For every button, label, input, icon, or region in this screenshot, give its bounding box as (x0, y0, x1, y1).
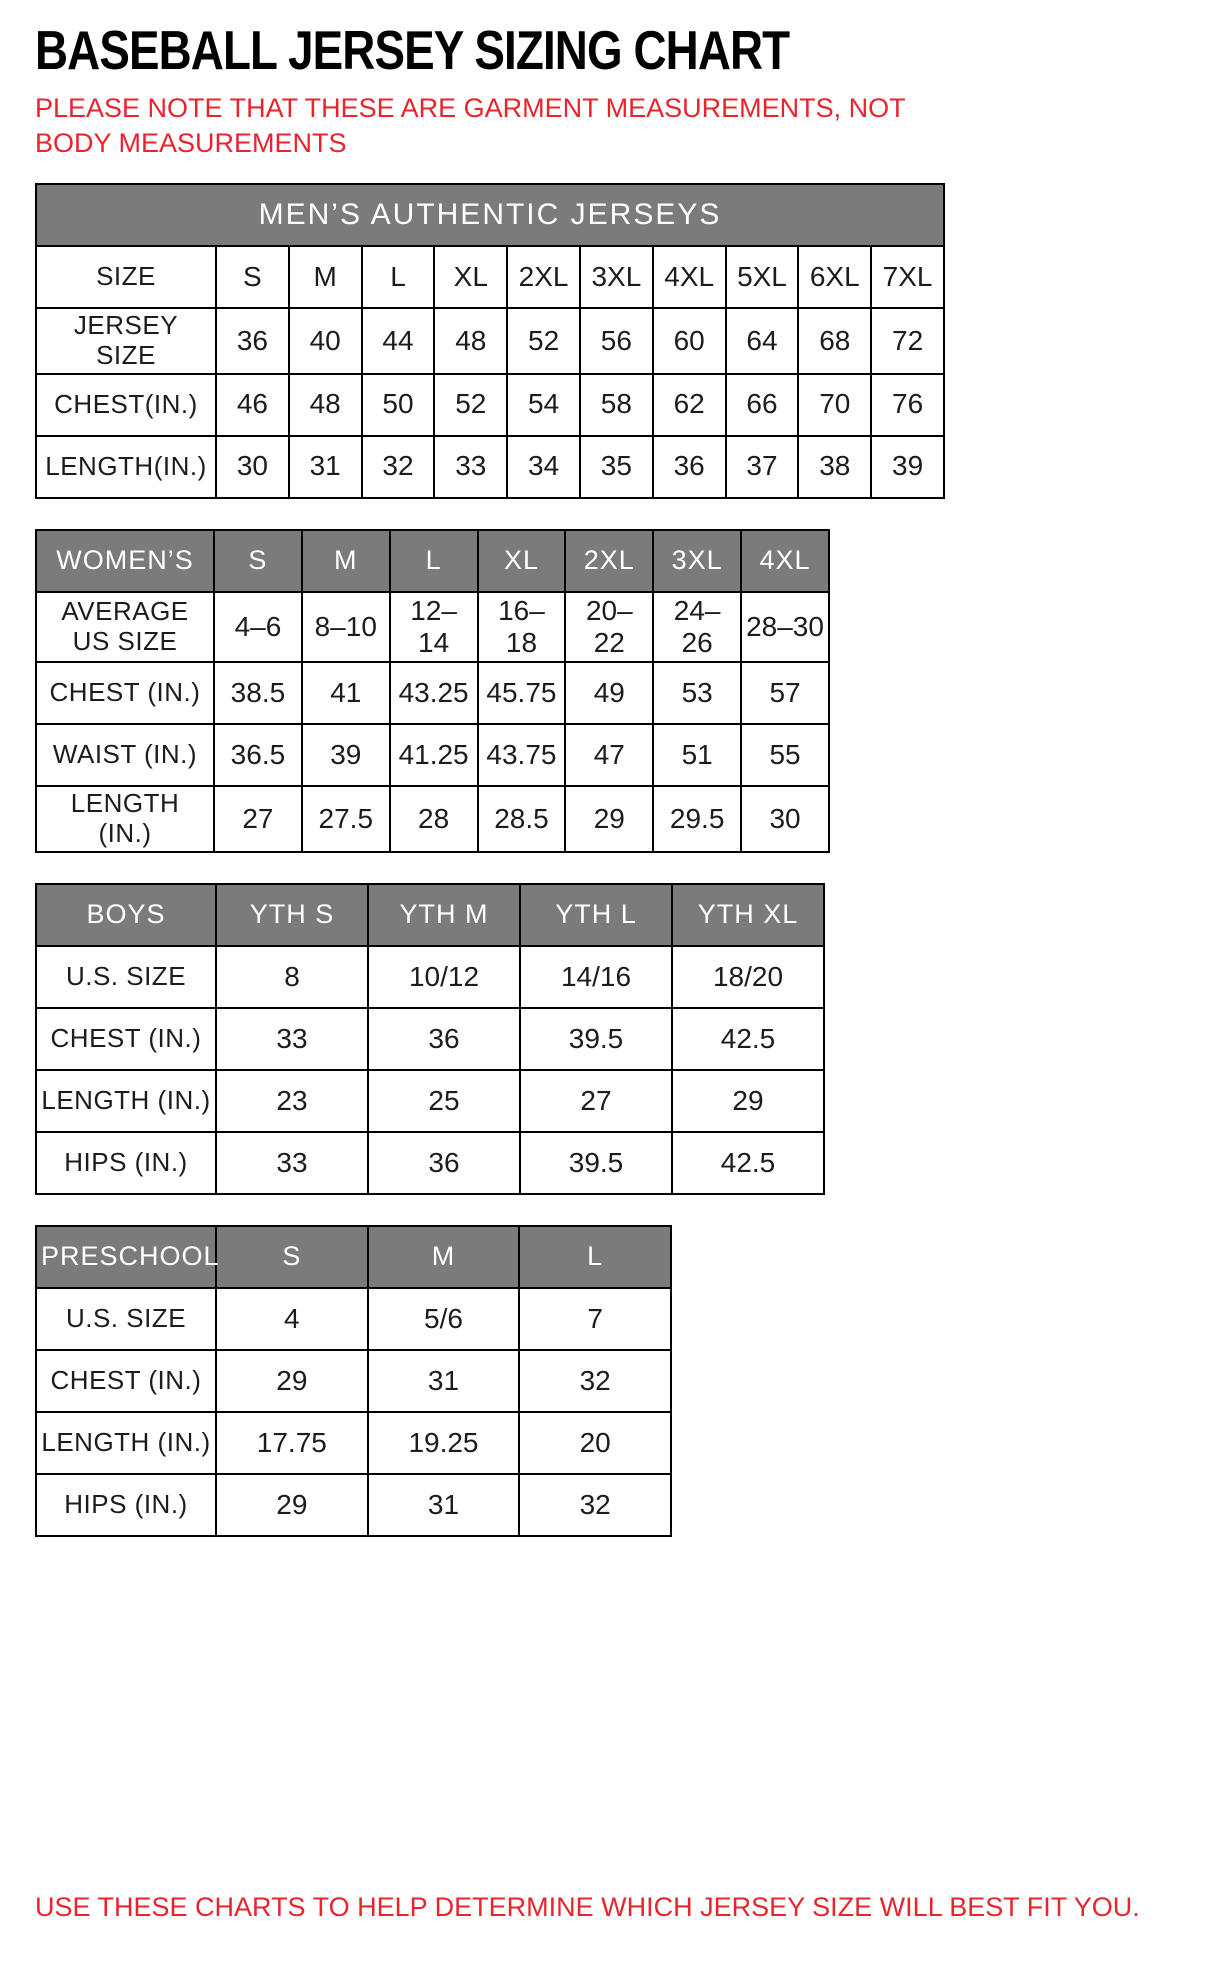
mens-value-cell: 48 (289, 374, 362, 436)
boys-value-cell: 27 (520, 1070, 672, 1132)
mens-banner: MEN’S AUTHENTIC JERSEYS (36, 184, 944, 246)
womens-value-cell: 39 (302, 724, 390, 786)
preschool-value-cell: 5/6 (368, 1288, 520, 1350)
garment-measurements-note: PLEASE NOTE THAT THESE ARE GARMENT MEASUREMENTS, NOT BODY MEASUREMENTS (35, 92, 906, 158)
mens-value-cell: 60 (653, 308, 726, 374)
preschool-value-cell: 31 (368, 1474, 520, 1536)
mens-value-cell: 39 (871, 436, 944, 498)
womens-header-label: WOMEN’S (36, 530, 214, 592)
sizing-tables-container (35, 183, 945, 1567)
womens-row (36, 786, 829, 852)
preschool-row (36, 1412, 671, 1474)
boys-row-label: LENGTH (IN.) (36, 1070, 216, 1132)
womens-row-label: AVERAGE US SIZE (36, 592, 214, 662)
boys-value-cell: 18/20 (672, 946, 824, 1008)
mens-value-cell: 52 (434, 374, 507, 436)
mens-value-cell: 37 (726, 436, 799, 498)
mens-value-cell: 66 (726, 374, 799, 436)
preschool-value-cell: 29 (216, 1350, 368, 1412)
boys-value-cell: 33 (216, 1132, 368, 1194)
mens-value-cell: 58 (580, 374, 653, 436)
womens-value-cell: 28–30 (741, 592, 829, 662)
boys-col-header: YTH L (520, 884, 672, 946)
boys-value-cell: 14/16 (520, 946, 672, 1008)
mens-value-cell: 56 (580, 308, 653, 374)
womens-value-cell: 41 (302, 662, 390, 724)
boys-row (36, 1008, 824, 1070)
womens-value-cell: 43.25 (390, 662, 478, 724)
boys-value-cell: 29 (672, 1070, 824, 1132)
womens-value-cell: 27.5 (302, 786, 390, 852)
womens-sizing-table (35, 529, 830, 853)
boys-value-cell: 8 (216, 946, 368, 1008)
mens-value-cell: L (362, 246, 435, 308)
womens-value-cell: 43.75 (478, 724, 566, 786)
preschool-value-cell: 32 (519, 1350, 671, 1412)
mens-value-cell: 2XL (507, 246, 580, 308)
boys-row-label: U.S. SIZE (36, 946, 216, 1008)
womens-value-cell: 29.5 (653, 786, 741, 852)
boys-row-label: CHEST (IN.) (36, 1008, 216, 1070)
boys-value-cell: 39.5 (520, 1008, 672, 1070)
preschool-row (36, 1474, 671, 1536)
boys-value-cell: 36 (368, 1008, 520, 1070)
boys-value-cell: 10/12 (368, 946, 520, 1008)
womens-col-header: L (390, 530, 478, 592)
boys-col-header: YTH S (216, 884, 368, 946)
mens-value-cell: 50 (362, 374, 435, 436)
mens-value-cell: S (216, 246, 289, 308)
womens-value-cell: 51 (653, 724, 741, 786)
boys-sizing-table (35, 883, 825, 1195)
womens-row-label: LENGTH (IN.) (36, 786, 214, 852)
mens-value-cell: 36 (216, 308, 289, 374)
preschool-value-cell: 4 (216, 1288, 368, 1350)
mens-row-label: CHEST(IN.) (36, 374, 216, 436)
boys-header-row (36, 884, 824, 946)
womens-value-cell: 55 (741, 724, 829, 786)
preschool-header-label: PRESCHOOL (36, 1226, 216, 1288)
preschool-row (36, 1350, 671, 1412)
womens-row (36, 724, 829, 786)
boys-value-cell: 25 (368, 1070, 520, 1132)
preschool-row-label: LENGTH (IN.) (36, 1412, 216, 1474)
preschool-col-header: S (216, 1226, 368, 1288)
boys-row-label: HIPS (IN.) (36, 1132, 216, 1194)
womens-row-label: CHEST (IN.) (36, 662, 214, 724)
womens-header-row (36, 530, 829, 592)
preschool-value-cell: 19.25 (368, 1412, 520, 1474)
boys-row (36, 1070, 824, 1132)
womens-value-cell: 57 (741, 662, 829, 724)
mens-value-cell: 44 (362, 308, 435, 374)
preschool-row-label: CHEST (IN.) (36, 1350, 216, 1412)
boys-value-cell: 42.5 (672, 1132, 824, 1194)
womens-row (36, 592, 829, 662)
mens-row (36, 436, 944, 498)
preschool-value-cell: 32 (519, 1474, 671, 1536)
womens-value-cell: 47 (565, 724, 653, 786)
mens-value-cell: 48 (434, 308, 507, 374)
mens-value-cell: 35 (580, 436, 653, 498)
boys-value-cell: 36 (368, 1132, 520, 1194)
mens-value-cell: 64 (726, 308, 799, 374)
womens-value-cell: 8–10 (302, 592, 390, 662)
mens-value-cell: 54 (507, 374, 580, 436)
mens-value-cell: 3XL (580, 246, 653, 308)
boys-value-cell: 33 (216, 1008, 368, 1070)
womens-value-cell: 36.5 (214, 724, 302, 786)
mens-value-cell: 76 (871, 374, 944, 436)
boys-header-label: BOYS (36, 884, 216, 946)
mens-value-cell: 33 (434, 436, 507, 498)
mens-value-cell: 72 (871, 308, 944, 374)
mens-row (36, 308, 944, 374)
boys-row (36, 946, 824, 1008)
mens-value-cell: 7XL (871, 246, 944, 308)
boys-col-header: YTH M (368, 884, 520, 946)
mens-row-label: SIZE (36, 246, 216, 308)
womens-value-cell: 41.25 (390, 724, 478, 786)
womens-col-header: M (302, 530, 390, 592)
mens-value-cell: 68 (798, 308, 871, 374)
mens-row (36, 374, 944, 436)
preschool-value-cell: 20 (519, 1412, 671, 1474)
mens-row-label: LENGTH(IN.) (36, 436, 216, 498)
preschool-header-row (36, 1226, 671, 1288)
womens-value-cell: 27 (214, 786, 302, 852)
womens-value-cell: 28 (390, 786, 478, 852)
womens-value-cell: 12–14 (390, 592, 478, 662)
womens-value-cell: 45.75 (478, 662, 566, 724)
womens-value-cell: 4–6 (214, 592, 302, 662)
womens-value-cell: 38.5 (214, 662, 302, 724)
boys-value-cell: 42.5 (672, 1008, 824, 1070)
womens-row (36, 662, 829, 724)
boys-value-cell: 23 (216, 1070, 368, 1132)
mens-value-cell: 36 (653, 436, 726, 498)
mens-value-cell: 31 (289, 436, 362, 498)
womens-col-header: 2XL (565, 530, 653, 592)
mens-value-cell: 4XL (653, 246, 726, 308)
mens-value-cell: 62 (653, 374, 726, 436)
mens-value-cell: XL (434, 246, 507, 308)
preschool-value-cell: 29 (216, 1474, 368, 1536)
preschool-row-label: HIPS (IN.) (36, 1474, 216, 1536)
boys-col-header: YTH XL (672, 884, 824, 946)
mens-value-cell: 52 (507, 308, 580, 374)
mens-value-cell: 70 (798, 374, 871, 436)
mens-row (36, 246, 944, 308)
mens-value-cell: 5XL (726, 246, 799, 308)
womens-col-header: S (214, 530, 302, 592)
preschool-sizing-table (35, 1225, 672, 1537)
womens-value-cell: 29 (565, 786, 653, 852)
mens-value-cell: 46 (216, 374, 289, 436)
womens-value-cell: 20–22 (565, 592, 653, 662)
mens-value-cell: 38 (798, 436, 871, 498)
mens-sizing-table (35, 183, 945, 499)
mens-value-cell: 32 (362, 436, 435, 498)
womens-value-cell: 24–26 (653, 592, 741, 662)
mens-row-label: JERSEY SIZE (36, 308, 216, 374)
womens-value-cell: 16–18 (478, 592, 566, 662)
womens-row-label: WAIST (IN.) (36, 724, 214, 786)
page-title: BASEBALL JERSEY SIZING CHART (35, 20, 790, 82)
footer-note: USE THESE CHARTS TO HELP DETERMINE WHICH JERSEY SIZE WILL BEST FIT YOU. (35, 1891, 1140, 1922)
womens-value-cell: 53 (653, 662, 741, 724)
preschool-col-header: M (368, 1226, 520, 1288)
boys-row (36, 1132, 824, 1194)
mens-value-cell: 40 (289, 308, 362, 374)
preschool-value-cell: 31 (368, 1350, 520, 1412)
preschool-value-cell: 17.75 (216, 1412, 368, 1474)
preschool-row (36, 1288, 671, 1350)
womens-col-header: 3XL (653, 530, 741, 592)
womens-col-header: 4XL (741, 530, 829, 592)
preschool-col-header: L (519, 1226, 671, 1288)
boys-value-cell: 39.5 (520, 1132, 672, 1194)
mens-value-cell: 6XL (798, 246, 871, 308)
mens-value-cell: 30 (216, 436, 289, 498)
preschool-row-label: U.S. SIZE (36, 1288, 216, 1350)
mens-value-cell: 34 (507, 436, 580, 498)
womens-col-header: XL (478, 530, 566, 592)
womens-value-cell: 49 (565, 662, 653, 724)
mens-value-cell: M (289, 246, 362, 308)
womens-value-cell: 28.5 (478, 786, 566, 852)
womens-value-cell: 30 (741, 786, 829, 852)
preschool-value-cell: 7 (519, 1288, 671, 1350)
